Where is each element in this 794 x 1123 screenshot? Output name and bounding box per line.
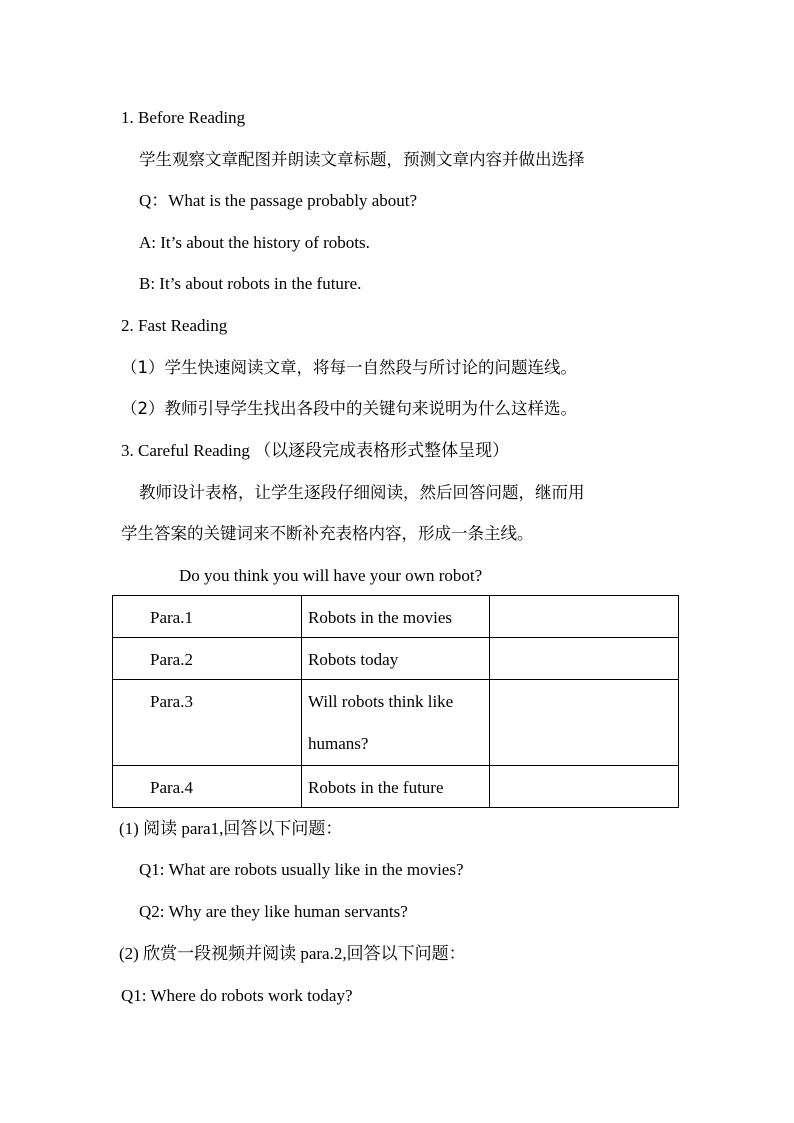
part1-q1: Q1: What are robots usually like in the movies? [139, 860, 464, 879]
fast-reading-heading: 2. Fast Reading [121, 316, 228, 335]
topic-text: Will robots think like humans? [308, 692, 454, 753]
para-cell: Para.3 [113, 680, 302, 766]
topic-cell [302, 680, 490, 766]
answer-cell[interactable] [490, 680, 679, 766]
careful-reading-heading: 3. Careful Reading （以逐段完成表格形式整体呈现） [121, 441, 510, 460]
before-reading-heading: 1. Before Reading [121, 108, 246, 127]
para-cell: Para.4 [113, 766, 302, 808]
part1-heading: (1) 阅读 para1,回答以下问题： [119, 819, 343, 838]
part2-q1: Q1: Where do robots work today? [121, 986, 353, 1005]
answer-cell[interactable] [490, 596, 679, 638]
fast-reading-step1: （1）学生快速阅读文章，将每一自然段与所讨论的问题连线。 [121, 358, 577, 377]
table-title: Do you think you will have your own robot? [179, 566, 483, 585]
topic-cell: Robots today [302, 638, 490, 680]
para-cell: Para.1 [113, 596, 302, 638]
paragraph-table [112, 595, 679, 808]
topic-cell: Robots in the movies [302, 596, 490, 638]
part2-heading: (2) 欣赏一段视频并阅读 para.2,回答以下问题： [119, 944, 466, 963]
answer-cell[interactable] [490, 638, 679, 680]
option-b: B: It’s about robots in the future. [139, 274, 362, 293]
careful-reading-instruction-1: 教师设计表格，让学生逐段仔细阅读，然后回答问题，继而用 [139, 483, 585, 502]
topic-cell: Robots in the future [302, 766, 490, 808]
table-row [113, 596, 679, 638]
fast-reading-step2: （2）教师引导学生找出各段中的关键句来说明为什么这样选。 [121, 399, 577, 418]
table-row [113, 766, 679, 808]
part1-q2: Q2: Why are they like human servants? [139, 902, 408, 921]
para-cell: Para.2 [113, 638, 302, 680]
option-a: A: It’s about the history of robots. [139, 233, 370, 252]
table-row [113, 680, 679, 766]
answer-cell[interactable] [490, 766, 679, 808]
before-reading-instruction: 学生观察文章配图并朗读文章标题，预测文章内容并做出选择 [139, 150, 585, 169]
table-row [113, 638, 679, 680]
before-reading-question: Q：What is the passage probably about? [139, 191, 418, 210]
careful-reading-instruction-2: 学生答案的关键词来不断补充表格内容，形成一条主线。 [121, 524, 534, 543]
